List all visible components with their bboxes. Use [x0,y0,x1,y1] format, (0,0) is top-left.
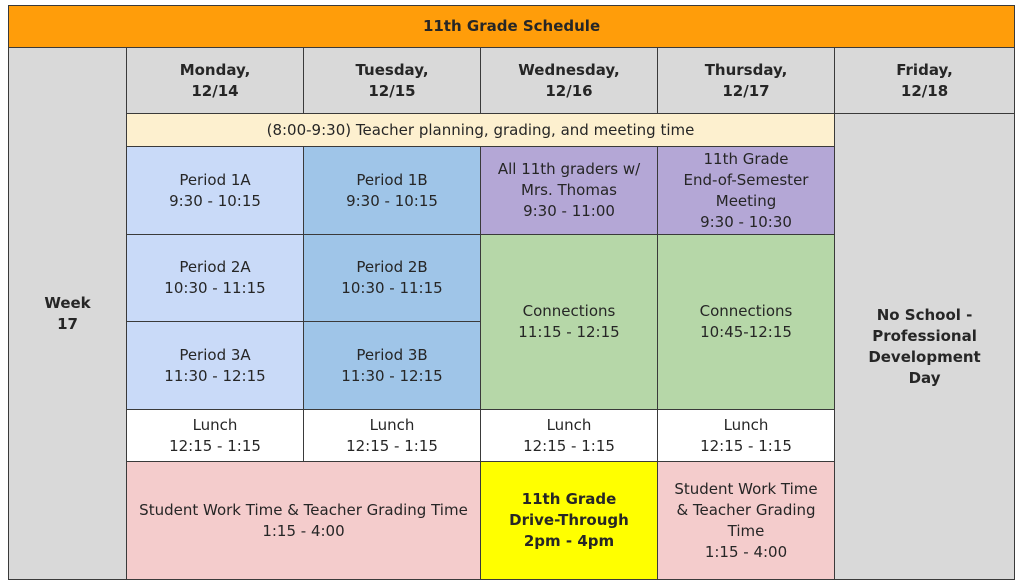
wednesday-drive-through: 11th Grade Drive-Through 2pm - 4pm [481,462,658,580]
day-header-monday [127,48,304,114]
day-header-tuesday [304,48,481,114]
monday-lunch: Lunch 12:15 - 1:15 [127,410,304,462]
day-date: 12/18 [900,81,949,100]
monday-period-1: Period 1A 9:30 - 10:15 [127,147,304,235]
day-name: Tuesday, [355,60,429,79]
wednesday-meeting: All 11th graders w/ Mrs. Thomas 9:30 - 11:00 [481,147,658,235]
mon-tue-work-time: Student Work Time & Teacher Grading Time 1:15 - 4:00 [127,462,481,580]
day-date: 12/14 [191,81,239,100]
thursday-lunch: Lunch 12:15 - 1:15 [658,410,835,462]
monday-period-2: Period 2A 10:30 - 11:15 [127,235,304,322]
day-header-friday [835,48,1015,114]
day-date: 12/16 [545,81,593,100]
day-name: Wednesday, [518,60,620,79]
day-name: Monday, [179,60,251,79]
day-header-thursday [658,48,835,114]
day-name: Thursday, [704,60,788,79]
planning-time: (8:00-9:30) Teacher planning, grading, and meeting time [127,114,835,147]
tuesday-period-1: Period 1B 9:30 - 10:15 [304,147,481,235]
day-date: 12/15 [368,81,416,100]
week-label: Week 17 [9,48,127,580]
thursday-meeting: 11th Grade End-of-Semester Meeting 9:30 - 10:30 [658,147,835,235]
thursday-work-time: Student Work Time & Teacher Grading Time 1:15 - 4:00 [658,462,835,580]
schedule-table [8,5,1015,580]
friday-no-school: No School - Professional Development Day [835,114,1015,580]
wednesday-lunch: Lunch 12:15 - 1:15 [481,410,658,462]
day-header-wednesday [481,48,658,114]
tuesday-period-3: Period 3B 11:30 - 12:15 [304,322,481,410]
tuesday-lunch: Lunch 12:15 - 1:15 [304,410,481,462]
day-name: Friday, [896,60,953,79]
monday-period-3: Period 3A 11:30 - 12:15 [127,322,304,410]
wednesday-connections: Connections 11:15 - 12:15 [481,235,658,410]
schedule-title: 11th Grade Schedule [9,6,1015,48]
thursday-connections: Connections 10:45-12:15 [658,235,835,410]
tuesday-period-2: Period 2B 10:30 - 11:15 [304,235,481,322]
day-date: 12/17 [722,81,770,100]
